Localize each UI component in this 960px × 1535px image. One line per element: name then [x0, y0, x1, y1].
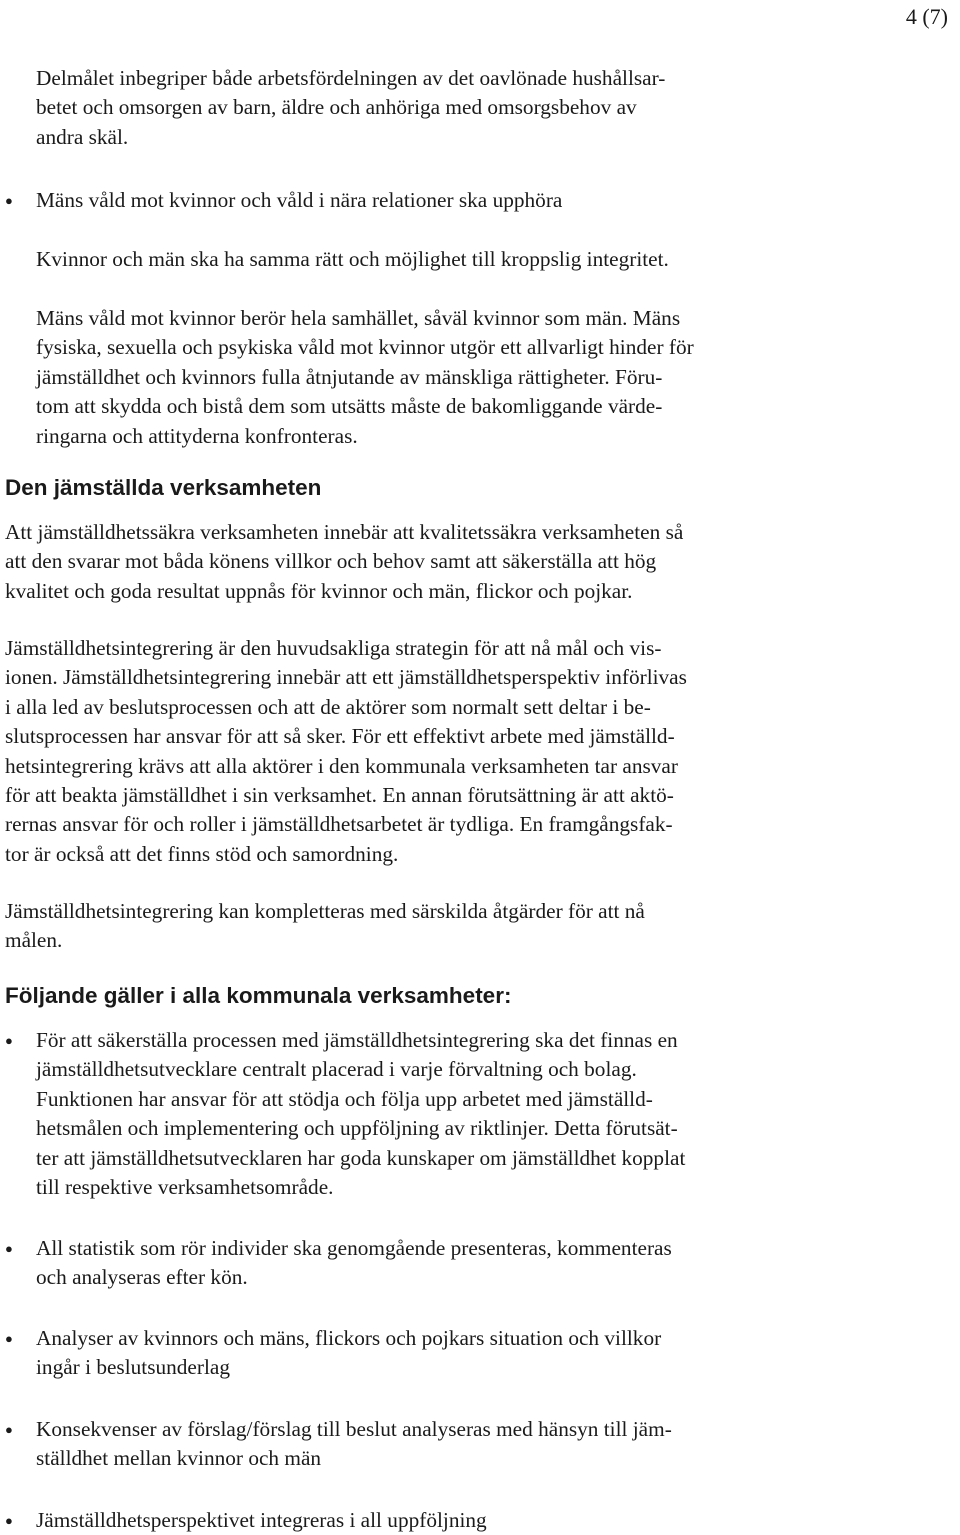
intro-paragraph [36, 64, 816, 152]
bullet-icon: ● [5, 193, 13, 208]
text-line: För att säkerställa processen med jämställdhetsintegrering ska det finnas en [36, 1028, 678, 1052]
bullet-item [36, 1415, 816, 1474]
page-number: 4 (7) [905, 4, 948, 29]
text-line: till respektive verksamhetsområde. [36, 1175, 334, 1200]
complement-paragraph [5, 897, 825, 956]
text-line: betet och omsorgen av barn, äldre och anhöriga med omsorgsbehov av [36, 95, 637, 120]
text-line: ställdhet mellan kvinnor och män [36, 1446, 322, 1471]
text-line: fysiska, sexuella och psykiska våld mot kvinnor utgör ett allvarligt hinder för [36, 335, 694, 360]
strategy-paragraph [5, 634, 825, 869]
text-line: i alla led av beslutsprocessen och att de aktörer som normalt sett deltar i be- [5, 694, 651, 719]
text-line: andra skäl. [36, 124, 129, 149]
text-line: Delmålet inbegriper både arbetsfördelningen av det oavlönade hushållsar- [36, 66, 666, 90]
text-line: ringarna och attityderna konfronteras. [36, 423, 358, 448]
text-line: hetsmålen och implementering och uppföljning av riktlinjer. Detta förutsät- [36, 1116, 678, 1141]
text-line: hetsintegrering krävs att alla aktörer i den kommunala verksamheten tar ansvar [5, 753, 678, 778]
text-line: tom att skydda och bistå dem som utsätts måste de bakomliggande värde- [36, 394, 663, 419]
bullet-item [36, 1234, 816, 1293]
text-line: för att beakta jämställdhet i sin verksamhet. En annan förutsättning är att aktö- [5, 783, 674, 808]
violence-paragraph [36, 304, 816, 451]
text-line: rernas ansvar för och roller i jämställdhetsarbetet är tydliga. En framgångsfak- [5, 812, 673, 837]
text-line: jämställdhet och kvinnors fulla åtnjutande av mänskliga rättigheter. Föru- [36, 364, 663, 389]
bullet-goal-violence: Mäns våld mot kvinnor och våld i nära relationer ska upphöra [36, 188, 563, 212]
bullet-icon: ● [5, 1033, 13, 1048]
text-line: All statistik som rör individer ska genomgående presenteras, kommenteras [36, 1236, 672, 1260]
bullet-icon: ● [5, 1331, 13, 1346]
text-line: Mäns våld mot kvinnor berör hela samhället, såväl kvinnor som män. Mäns [36, 306, 681, 330]
bullet-item [36, 1324, 816, 1383]
text-line: Analyser av kvinnors och mäns, flickors och pojkars situation och villkor [36, 1326, 662, 1350]
text-line: målen. [5, 928, 63, 953]
section-heading: Följande gäller i alla kommunala verksamheter: [5, 983, 512, 1008]
bullet-icon: ● [5, 1422, 13, 1437]
text-line: ionen. Jämställdhetsintegrering innebär att ett jämställdhetsperspektiv införlivas [5, 665, 687, 690]
text-line: Konsekvenser av förslag/förslag till beslut analyseras med hänsyn till jäm- [36, 1417, 672, 1441]
text-line: Jämställdhetsintegrering är den huvudsakliga strategin för att nå mål och vis- [5, 636, 662, 660]
bullet-icon: ● [5, 1513, 13, 1528]
goal-statement: Kvinnor och män ska ha samma rätt och möjlighet till kroppslig integritet. [36, 247, 669, 271]
bullet-item [36, 1026, 816, 1202]
text-line: Jämställdhetsperspektivet integreras i all uppföljning [36, 1508, 487, 1532]
section-heading: Den jämställda verksamheten [5, 475, 322, 500]
bullet-icon: ● [5, 1241, 13, 1256]
text-line: och analyseras efter kön. [36, 1265, 248, 1290]
quality-paragraph [5, 518, 825, 606]
text-line: ter att jämställdhetsutvecklaren har goda kunskaper om jämställdhet kopplat [36, 1145, 686, 1170]
text-line: att den svarar mot båda könens villkor och behov samt att säkerställa att hög [5, 549, 657, 574]
text-line: kvalitet och goda resultat uppnås för kvinnor och män, flickor och pojkar. [5, 578, 633, 603]
text-line: Jämställdhetsintegrering kan kompletteras med särskilda åtgärder för att nå [5, 899, 645, 923]
text-line: ingår i beslutsunderlag [36, 1355, 230, 1380]
text-line: Funktionen har ansvar för att stödja och följa upp arbetet med jämställd- [36, 1086, 653, 1111]
text-line: jämställdhetsutvecklare centralt placerad i varje förvaltning och bolag. [36, 1057, 637, 1082]
text-line: slutsprocessen har ansvar för att så sker. För ett effektivt arbete med jämställd- [5, 724, 675, 749]
bullet-item [36, 1506, 816, 1535]
text-line: Att jämställdhetssäkra verksamheten innebär att kvalitetssäkra verksamheten så [5, 520, 684, 544]
text-line: tor är också att det finns stöd och samordning. [5, 841, 399, 866]
